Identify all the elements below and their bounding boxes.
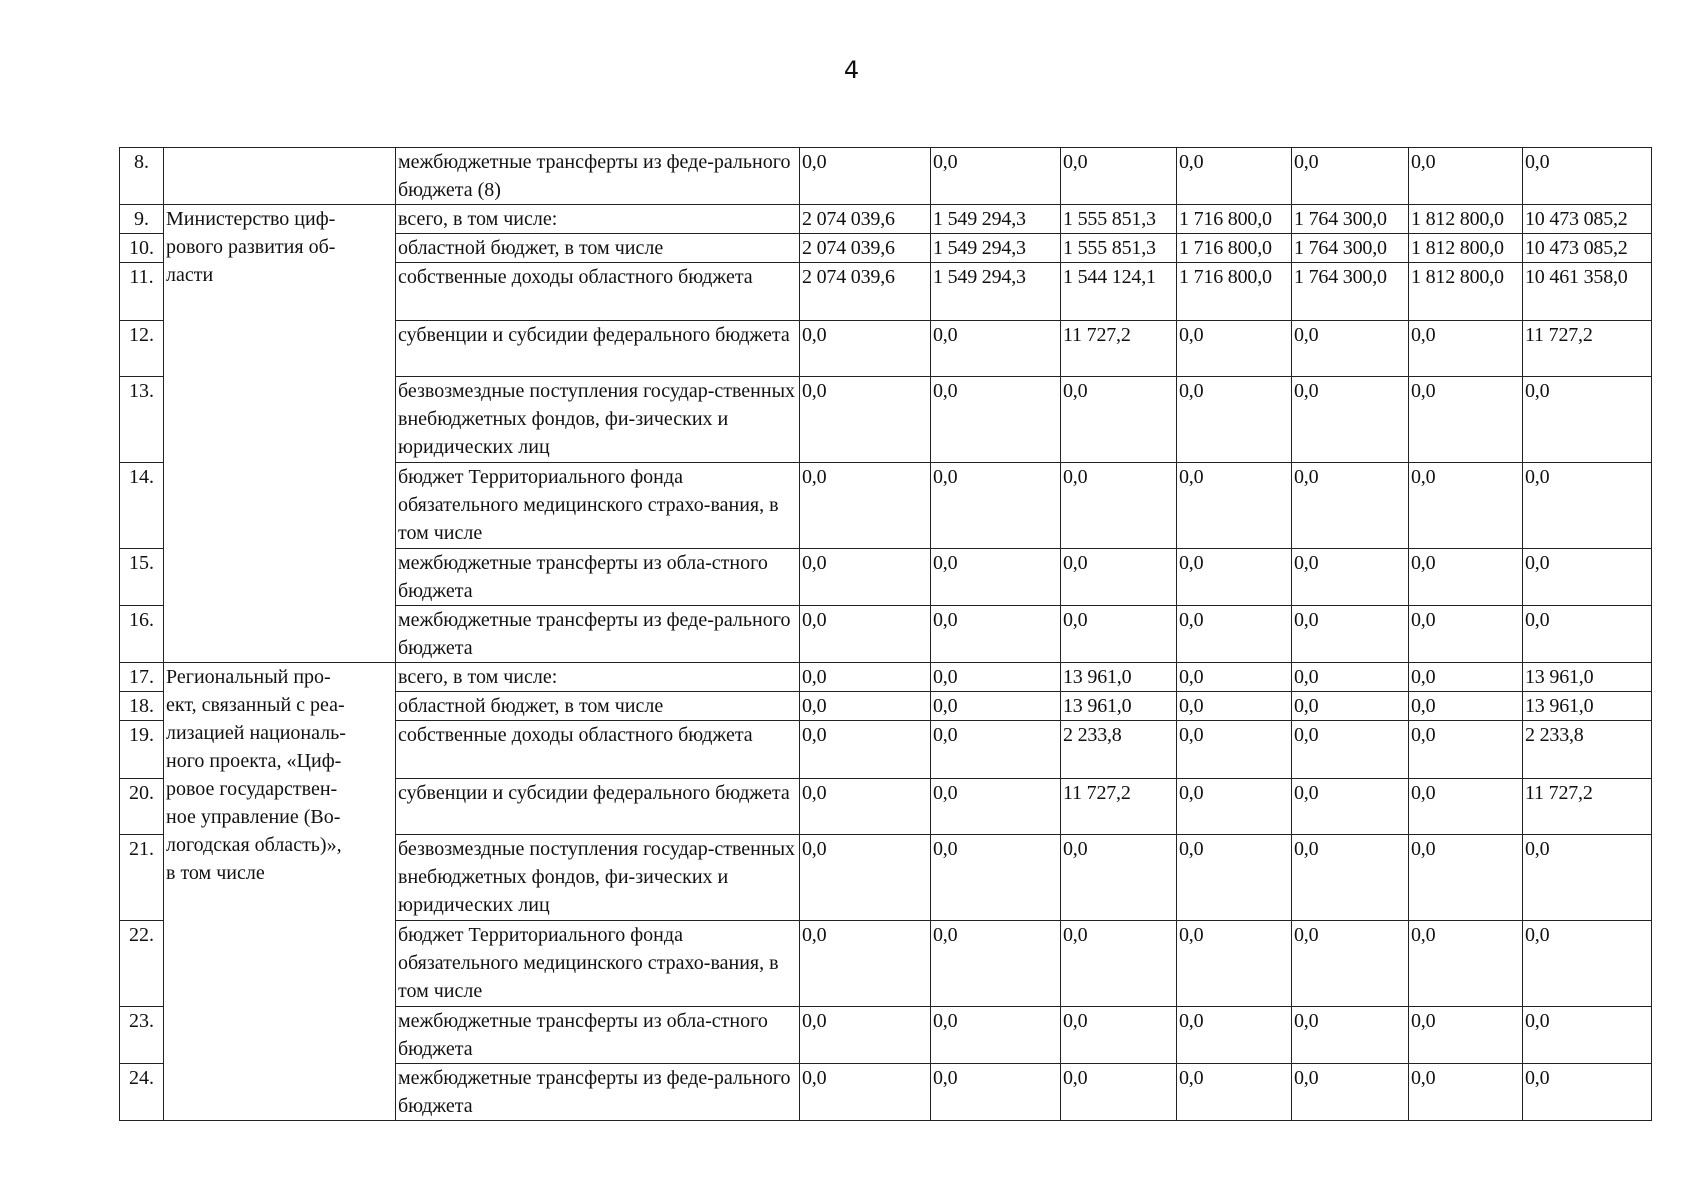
value-year-4: 0,0 [1177, 779, 1292, 835]
value-year-4: 1 716 800,0 [1177, 234, 1292, 263]
value-total: 0,0 [1523, 377, 1652, 463]
value-year-1: 0,0 [800, 692, 931, 721]
row-number: 23. [120, 1007, 164, 1064]
value-year-1: 0,0 [800, 463, 931, 549]
value-year-2: 0,0 [931, 663, 1061, 692]
value-year-6: 1 812 800,0 [1409, 205, 1523, 234]
value-year-4: 0,0 [1177, 1007, 1292, 1064]
value-year-3: 0,0 [1061, 1064, 1177, 1121]
value-year-2: 0,0 [931, 463, 1061, 549]
value-total: 0,0 [1523, 1007, 1652, 1064]
value-year-3: 1 555 851,3 [1061, 234, 1177, 263]
page-number: 4 [843, 56, 860, 84]
responsible-line: ного проекта, «Циф- [166, 750, 342, 772]
value-year-3: 0,0 [1061, 835, 1177, 921]
row-number: 19. [120, 721, 164, 779]
value-year-4: 0,0 [1177, 1064, 1292, 1121]
row-number: 20. [120, 779, 164, 835]
funding-source: субвенции и субсидии федерального бюджета [396, 779, 800, 835]
value-year-1: 0,0 [800, 321, 931, 377]
value-total: 0,0 [1523, 921, 1652, 1007]
value-year-3: 0,0 [1061, 148, 1177, 205]
value-year-6: 0,0 [1409, 663, 1523, 692]
value-year-4: 0,0 [1177, 921, 1292, 1007]
value-year-3: 1 544 124,1 [1061, 263, 1177, 321]
funding-source: бюджет Территориального фонда обязательного медицинского страхо-вания, в том числе [396, 921, 800, 1007]
value-year-2: 0,0 [931, 692, 1061, 721]
value-year-6: 0,0 [1409, 721, 1523, 779]
funding-source: безвозмездные поступления государ-ственных внебюджетных фондов, фи-зических и юридических лиц [396, 377, 800, 463]
value-year-5: 1 764 300,0 [1292, 263, 1409, 321]
row-number: 16. [120, 606, 164, 663]
value-year-6: 1 812 800,0 [1409, 263, 1523, 321]
value-year-6: 0,0 [1409, 377, 1523, 463]
value-year-4: 0,0 [1177, 148, 1292, 205]
value-year-4: 0,0 [1177, 721, 1292, 779]
value-total: 0,0 [1523, 1064, 1652, 1121]
value-year-6: 0,0 [1409, 549, 1523, 606]
value-year-3: 0,0 [1061, 606, 1177, 663]
value-year-1: 0,0 [800, 721, 931, 779]
responsible-line: рового развития об- [166, 236, 336, 258]
value-year-5: 0,0 [1292, 1007, 1409, 1064]
value-year-5: 0,0 [1292, 721, 1409, 779]
value-total: 0,0 [1523, 835, 1652, 921]
row-number: 17. [120, 663, 164, 692]
table-row [120, 663, 1652, 692]
row-number: 24. [120, 1064, 164, 1121]
value-year-5: 0,0 [1292, 1064, 1409, 1121]
value-year-5: 0,0 [1292, 377, 1409, 463]
value-year-1: 2 074 039,6 [800, 263, 931, 321]
value-year-2: 0,0 [931, 1064, 1061, 1121]
value-year-6: 0,0 [1409, 606, 1523, 663]
value-total: 10 461 358,0 [1523, 263, 1652, 321]
responsible-line: ласти [166, 264, 214, 286]
value-year-5: 0,0 [1292, 921, 1409, 1007]
responsible-line: ровое государствен- [166, 778, 338, 800]
value-total: 2 233,8 [1523, 721, 1652, 779]
row-number: 9. [120, 205, 164, 234]
funding-source: межбюджетные трансферты из обла-стного бюджета [396, 549, 800, 606]
funding-source: собственные доходы областного бюджета [396, 721, 800, 779]
value-total: 11 727,2 [1523, 321, 1652, 377]
value-total: 0,0 [1523, 463, 1652, 549]
value-year-3: 11 727,2 [1061, 779, 1177, 835]
value-year-4: 0,0 [1177, 606, 1292, 663]
value-year-3: 13 961,0 [1061, 692, 1177, 721]
value-year-1: 0,0 [800, 779, 931, 835]
responsible-line: лизацией националь- [166, 722, 346, 744]
responsible-line: ное управление (Во- [166, 806, 341, 828]
value-year-1: 0,0 [800, 835, 931, 921]
funding-source: межбюджетные трансферты из феде-рального бюджета [396, 1064, 800, 1121]
value-year-5: 0,0 [1292, 692, 1409, 721]
value-year-4: 0,0 [1177, 321, 1292, 377]
funding-source: областной бюджет, в том числе [396, 692, 800, 721]
value-year-6: 0,0 [1409, 1007, 1523, 1064]
value-year-2: 1 549 294,3 [931, 205, 1061, 234]
value-year-2: 0,0 [931, 779, 1061, 835]
budget-table [119, 147, 1652, 1121]
value-year-3: 0,0 [1061, 463, 1177, 549]
value-total: 13 961,0 [1523, 663, 1652, 692]
row-number: 22. [120, 921, 164, 1007]
value-year-2: 0,0 [931, 549, 1061, 606]
value-year-1: 0,0 [800, 1064, 931, 1121]
value-total: 13 961,0 [1523, 692, 1652, 721]
value-year-6: 0,0 [1409, 463, 1523, 549]
funding-source: межбюджетные трансферты из обла-стного бюджета [396, 1007, 800, 1064]
row-number: 8. [120, 148, 164, 205]
value-year-6: 0,0 [1409, 692, 1523, 721]
value-year-5: 0,0 [1292, 606, 1409, 663]
value-total: 10 473 085,2 [1523, 234, 1652, 263]
funding-source: бюджет Территориального фонда обязательного медицинского страхо-вания, в том числе [396, 463, 800, 549]
value-year-5: 0,0 [1292, 463, 1409, 549]
value-total: 0,0 [1523, 148, 1652, 205]
value-year-6: 0,0 [1409, 779, 1523, 835]
value-year-3: 0,0 [1061, 1007, 1177, 1064]
value-year-5: 0,0 [1292, 835, 1409, 921]
table-row [120, 205, 1652, 234]
value-year-1: 0,0 [800, 148, 931, 205]
value-year-2: 0,0 [931, 721, 1061, 779]
responsible-line: в том числе [166, 862, 265, 884]
value-year-3: 1 555 851,3 [1061, 205, 1177, 234]
responsible-ministry [164, 205, 396, 663]
funding-source: собственные доходы областного бюджета [396, 263, 800, 321]
row-number: 12. [120, 321, 164, 377]
value-year-2: 0,0 [931, 921, 1061, 1007]
value-year-2: 0,0 [931, 1007, 1061, 1064]
responsible-line: логодская область)», [166, 834, 342, 856]
value-year-2: 1 549 294,3 [931, 234, 1061, 263]
row-number: 15. [120, 549, 164, 606]
value-year-3: 11 727,2 [1061, 321, 1177, 377]
value-year-3: 0,0 [1061, 921, 1177, 1007]
value-year-6: 0,0 [1409, 835, 1523, 921]
row-number: 10. [120, 234, 164, 263]
value-year-4: 0,0 [1177, 835, 1292, 921]
value-year-3: 0,0 [1061, 377, 1177, 463]
value-year-6: 0,0 [1409, 148, 1523, 205]
value-year-6: 0,0 [1409, 321, 1523, 377]
value-year-1: 0,0 [800, 921, 931, 1007]
value-year-1: 0,0 [800, 377, 931, 463]
value-year-1: 0,0 [800, 606, 931, 663]
value-year-4: 0,0 [1177, 549, 1292, 606]
value-year-1: 0,0 [800, 549, 931, 606]
responsible-project [164, 663, 396, 1121]
value-year-5: 0,0 [1292, 321, 1409, 377]
value-year-3: 13 961,0 [1061, 663, 1177, 692]
row-number: 14. [120, 463, 164, 549]
value-year-2: 0,0 [931, 321, 1061, 377]
value-year-5: 1 764 300,0 [1292, 205, 1409, 234]
funding-source: областной бюджет, в том числе [396, 234, 800, 263]
value-year-4: 1 716 800,0 [1177, 263, 1292, 321]
value-total: 11 727,2 [1523, 779, 1652, 835]
value-year-1: 0,0 [800, 1007, 931, 1064]
funding-source: всего, в том числе: [396, 663, 800, 692]
value-year-1: 2 074 039,6 [800, 205, 931, 234]
value-total: 10 473 085,2 [1523, 205, 1652, 234]
value-year-2: 0,0 [931, 377, 1061, 463]
value-year-3: 2 233,8 [1061, 721, 1177, 779]
responsible-line: Министерство циф- [166, 208, 336, 230]
value-year-4: 0,0 [1177, 377, 1292, 463]
value-year-2: 1 549 294,3 [931, 263, 1061, 321]
row-number: 21. [120, 835, 164, 921]
value-year-4: 0,0 [1177, 663, 1292, 692]
value-year-2: 0,0 [931, 606, 1061, 663]
value-year-3: 0,0 [1061, 549, 1177, 606]
row-number: 13. [120, 377, 164, 463]
value-year-5: 1 764 300,0 [1292, 234, 1409, 263]
value-year-5: 0,0 [1292, 779, 1409, 835]
value-year-5: 0,0 [1292, 148, 1409, 205]
value-total: 0,0 [1523, 549, 1652, 606]
value-year-2: 0,0 [931, 835, 1061, 921]
value-year-6: 0,0 [1409, 1064, 1523, 1121]
row-number: 18. [120, 692, 164, 721]
row-number: 11. [120, 263, 164, 321]
funding-source: межбюджетные трансферты из феде-рального бюджета [396, 606, 800, 663]
responsible-cell-empty [164, 148, 396, 205]
value-year-6: 0,0 [1409, 921, 1523, 1007]
value-year-4: 0,0 [1177, 463, 1292, 549]
value-year-6: 1 812 800,0 [1409, 234, 1523, 263]
value-year-4: 1 716 800,0 [1177, 205, 1292, 234]
responsible-line: ект, связанный с реа- [166, 694, 345, 716]
value-year-5: 0,0 [1292, 549, 1409, 606]
value-total: 0,0 [1523, 606, 1652, 663]
value-year-2: 0,0 [931, 148, 1061, 205]
value-year-4: 0,0 [1177, 692, 1292, 721]
responsible-line: Региональный про- [166, 666, 331, 688]
value-year-1: 0,0 [800, 663, 931, 692]
value-year-1: 2 074 039,6 [800, 234, 931, 263]
funding-source: межбюджетные трансферты из феде-ральнoго бюджета (8) [396, 148, 800, 205]
funding-source: субвенции и субсидии федерального бюджета [396, 321, 800, 377]
table-row [120, 148, 1652, 205]
funding-source: всего, в том числе: [396, 205, 800, 234]
value-year-5: 0,0 [1292, 663, 1409, 692]
funding-source: безвозмездные поступления государ-ственных внебюджетных фондов, фи-зических и юридических лиц [396, 835, 800, 921]
